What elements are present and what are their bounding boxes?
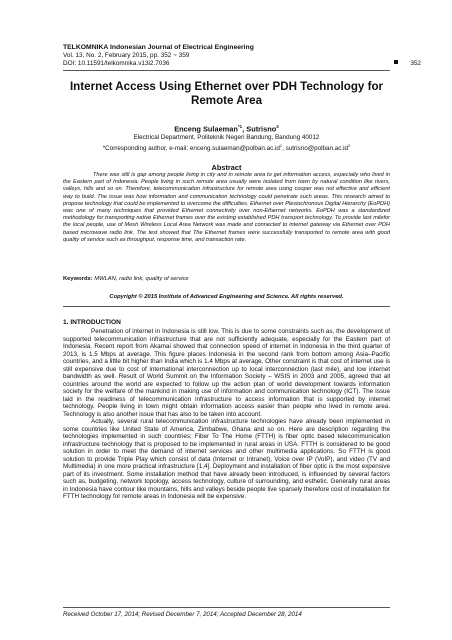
affiliation (63, 134, 390, 153)
copyright-rule (63, 306, 390, 307)
department: Electrical Department, Politeknik Negeri Bandung, Bandung 40012 (133, 134, 320, 141)
section-heading: 1. INTRODUCTION (63, 319, 121, 326)
email-2: , sutrisno@polban.ac.id (282, 145, 349, 153)
authors (63, 124, 390, 133)
square-bullet-icon (394, 60, 398, 64)
copyright: Copyright © 2015 Institute of Advanced Engineering and Science. All rights reserved. (109, 294, 344, 300)
keywords-text: MWLAN, radio link, quality of service (94, 276, 189, 282)
author-2-mark: 2 (276, 124, 279, 129)
paragraph-1: Penetration of internet in Indonesia is still low. This is due to some constraints such as, the development of supported telecommunication infrastructure that are not sufficiently adequate, especially for the Eastern part of Indonesia. Recent report from Akamai showed that connection speed of internet in Indonesia in the third quarter of 2013, is 1.5 Mbps at average. This figure places Indonesia in the second rank from bottom among Asia–Pacific countries, and a little bit higher than India which is 1.4 Mbps at average. Other constraint is that cost of internet use is still expensive due to cost of international interconnection up to local interconnection (last mile), and low internet bandwidth as well. Result of World Summit on the Information Society – WSIS in 2003 and 2005, agreed that all countries around the world are expected to follow up the action plan of world development towards information society for the welfare of the mankind in making use of information and communication technology (ICT). The issue laid in the readiness of telecommunication infrastructure to access information that is supported by internet technology. People living in town might obtain information access easier than people who lived in remote area. Technology is also another issue that has also to be taken into account. (63, 328, 390, 418)
corresponding-email: *Corresponding author, e-mail: enceng.sulaeman@polban.ac.id (102, 145, 280, 153)
paragraph-2: Actually, several rural telecommunication infrastructure technologies have already been implemented in some countries like United State of America, Zimbabwe, Ghana and so on. Here are description regarding the technologies implemented in such countries; Fiber To The Home (FTTH) is fiber optic based telecommunication infrastructure technology that is proposed to be implemented in rural areas in USA. FTTH is considered to be good solution in order to meet the demand of internet services and other multimedia applications. So FTTH is good solution to provide Triple Play which consist of data (Internet or Intranet), Voice over IP (VoIP), and video (TV and Multimedia) in one more practical infrastructure [1,4]. Deployment and installation of fiber optic is the most expensive part of its investment. Some installation method that have already been introduced, is influenced by several factors such as, budgeting, network topology, access technology, culture of surrounding, and esthetic. Generally rural areas in Indonesia have contour like mountains, hills and valleys beside people live sparsely therefore cost of installation for FTTH technology for remote areas in Indonesia will be expensive. (63, 418, 390, 500)
volume-info: Vol. 13, No. 2, February 2015, pp. 352 ~ 359 (63, 52, 190, 59)
doi-row (63, 60, 421, 68)
page-number: 352 (410, 60, 421, 67)
abstract-text: There was still is gap among people living in city and in remote area to get information access, especially who lived in the Eastern part of Indonesia. People living in such remote area usually were isolated from town by natural condition like rivers, valleys, hills and so on. Therefore, telecommunication infrastructure for remote area using cooper was not effective and efficient way to build. The issue was how information and communication technology could penetrate such areas. This research aimed to propose technology that could be implemented to overcome the difficulties. Ethernet over Plesiochronous Digital Hierarchy (EoPDH) was one of many techniques that provided Ethernet connectivity over non-Ethernet networks. EoPDH was a standardized methodology for transporting native Ethernet frames over the existing established PDH transport technology. To provide last milefor the local people, use of Mesh Wireless Local Area Network was made and connected to internet gateway via Ethernet over PDH based microwave radio link. The test showed that The Ethernet frames were successfully transported to remote area with good quality of service such as throughput, response time, and transaction rate. (63, 172, 390, 243)
author-separator: , (242, 124, 247, 134)
page-number-group (394, 60, 421, 68)
paper-title: Internet Access Using Ethernet over PDH Technology for Remote Area (69, 80, 384, 107)
email-mark-1: 1 (279, 143, 283, 148)
abstract-heading: Abstract (211, 163, 242, 172)
corresponding-author (63, 142, 390, 153)
author-1: Enceng Sulaeman (174, 124, 238, 134)
received-dates: Received October 17, 2014; Revised December 7, 2014; Accepted December 28, 2014 (63, 611, 302, 618)
journal-header (63, 44, 421, 68)
keywords-label: Keywords: (63, 276, 93, 282)
doi: DOI: 10.11591/telkomnika.v13i2.7036 (63, 60, 170, 67)
footer-rule (63, 607, 390, 608)
journal-name: TELKOMNIKA Indonesian Journal of Electrical Engineering (63, 44, 254, 51)
section-body (63, 328, 390, 501)
author-1-mark: *1 (237, 124, 243, 129)
author-2: Sutrisno (246, 124, 277, 134)
header-rule (63, 70, 390, 71)
email-mark-2: 2 (348, 143, 351, 148)
keywords (63, 276, 390, 283)
